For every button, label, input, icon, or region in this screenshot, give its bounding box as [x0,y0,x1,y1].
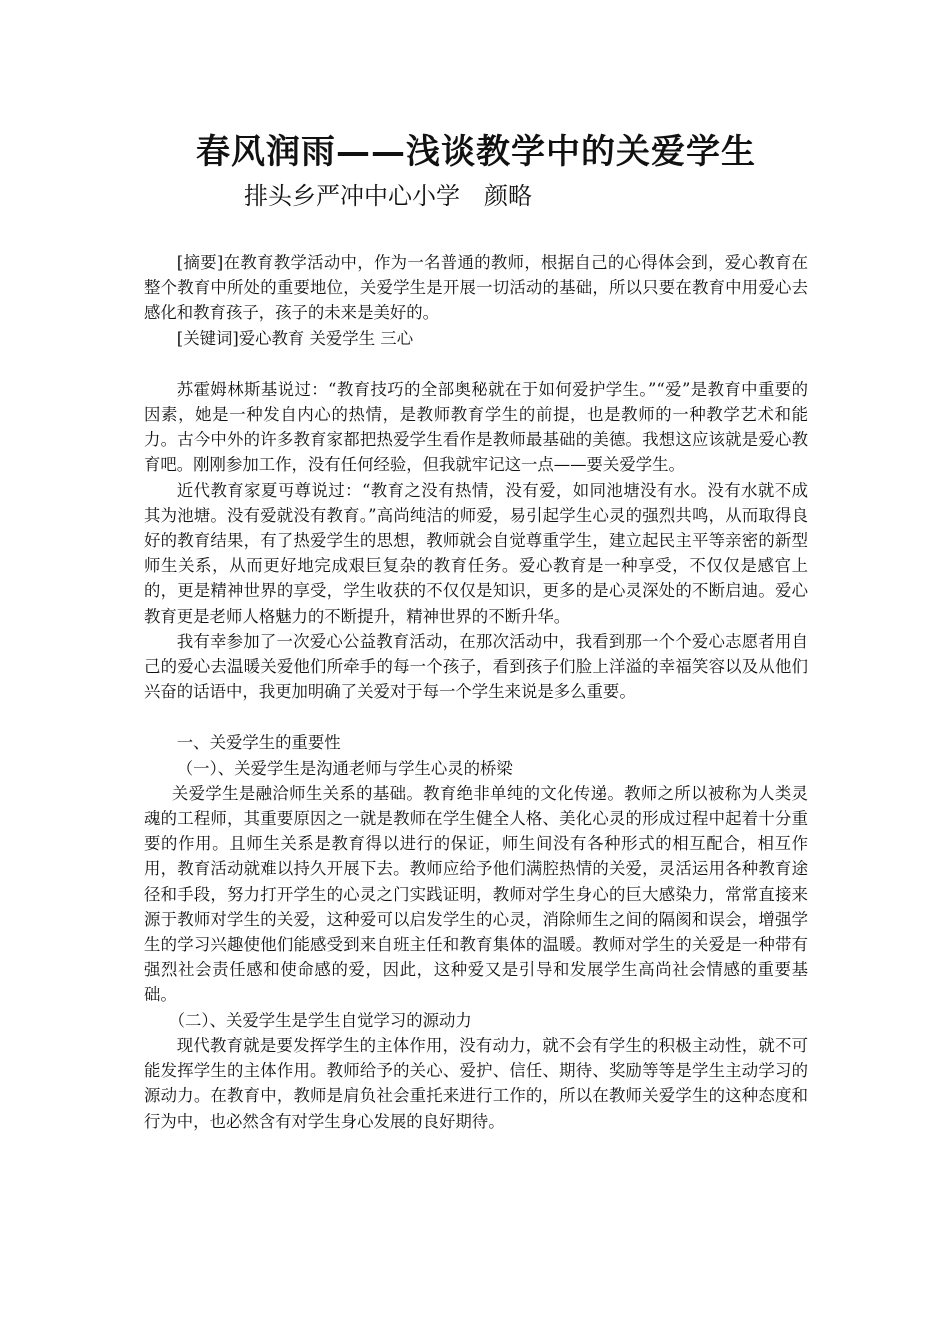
spacer [144,214,808,250]
abstract-paragraph: [摘要]在教育教学活动中，作为一名普通的教师，根据自己的心得体会到，爱心教育在整个教育中所处的重要地位，关爱学生是开展一切活动的基础，所以只要在教育中用爱心去感化和教育孩子，孩子的未来是美好的。 [144,253,808,323]
spacer [144,704,808,730]
subsection-2-body: 现代教育就是要发挥学生的主体作用，没有动力，就不会有学生的积极主动性，就不可能发挥学生的主体作用。教师给予的关心、爱护、信任、期待、奖励等等是学生主动学习的源动力。在教育中，教师是肩负社会重托来进行工作的，所以在教师关爱学生的这种态度和行为中，也必然含有对学生身心发展的良好期待。 [144,1035,808,1131]
intro-paragraph-2: 近代教育家夏丏尊说过：“教育之没有热情，没有爱，如同池塘没有水。没有水就不成其为池塘。没有爱就没有教育。”高尚纯洁的师爱，易引起学生心灵的强烈共鸣，从而取得良好的教育结果，有了热爱学生的思想，教师就会自觉尊重学生，建立起民主平等亲密的新型师生关系，从而更好地完成艰巨复杂的教育任务。爱心教育是一种享受，不仅仅是感官上的，更是精神世界的享受，学生收获的不仅仅是知识，更多的是心灵深处的不断启迪。爱心教育更是老师人格魅力的不断提升，精神世界的不断升华。 [144,480,808,626]
keywords-line: [关键词]爱心教育 关爱学生 三心 [176,328,414,348]
subsection-heading-2: （二）、关爱学生是学生自觉学习的源动力 [168,1010,472,1030]
section-heading: 一、关爱学生的重要性 [176,733,341,753]
document-author: 排头乡严冲中心小学 颜略 [244,182,532,210]
document-page [144,120,808,1134]
intro-paragraph-3: 我有幸参加了一次爱心公益教育活动，在那次活动中，我看到那一个个爱心志愿者用自己的爱心去温暖关爱他们所牵手的每一个孩子，看到孩子们脸上洋溢的幸福笑容以及从他们兴奋的话语中，我更加明确了关爱对于每一个学生来说是多么重要。 [144,631,808,702]
spacer [144,351,808,377]
subsection-1-body: 关爱学生是融洽师生关系的基础。教育绝非单纯的文化传递。教师之所以被称为人类灵魂的工程师，其重要原因之一就是教师在学生健全人格、美化心灵的形成过程中起着十分重要的作用。且师生关系是教育得以进行的保证，师生间没有各种形式的相互配合，相互作用，教育活动就难以持久开展下去。教师应给予他们满腔热情的关爱，灵活运用各种教育途径和手段，努力打开学生的心灵之门实践证明，教师对学生身心的巨大感染力，常常直接来源于教师对学生的关爱，这种爱可以启发学生的心灵，消除师生之间的隔阂和误会，增强学生的学习兴趣使他们能感受到来自班主任和教育集体的温暖。教师对学生的关爱是一种带有强烈社会责任感和使命感的爱，因此，这种爱又是引导和发展学生高尚社会情感的重要基础。 [144,783,808,1005]
document-title: 春风润雨——浅谈教学中的关爱学生 [196,132,756,172]
intro-paragraph-1: 苏霍姆林斯基说过：“教育技巧的全部奥秘就在于如何爱护学生。”“爱”是教育中重要的因素，她是一种发自内心的热情，是教师教育学生的前提，也是教师的一种教学艺术和能力。古今中外的许多教育家都把热爱学生看作是教师最基础的美德。我想这应该就是爱心教育吧。刚刚参加工作，没有任何经验，但我就牢记这一点——要关爱学生。 [144,379,808,475]
subsection-heading-1: （一）、关爱学生是沟通老师与学生心灵的桥梁 [176,758,513,778]
